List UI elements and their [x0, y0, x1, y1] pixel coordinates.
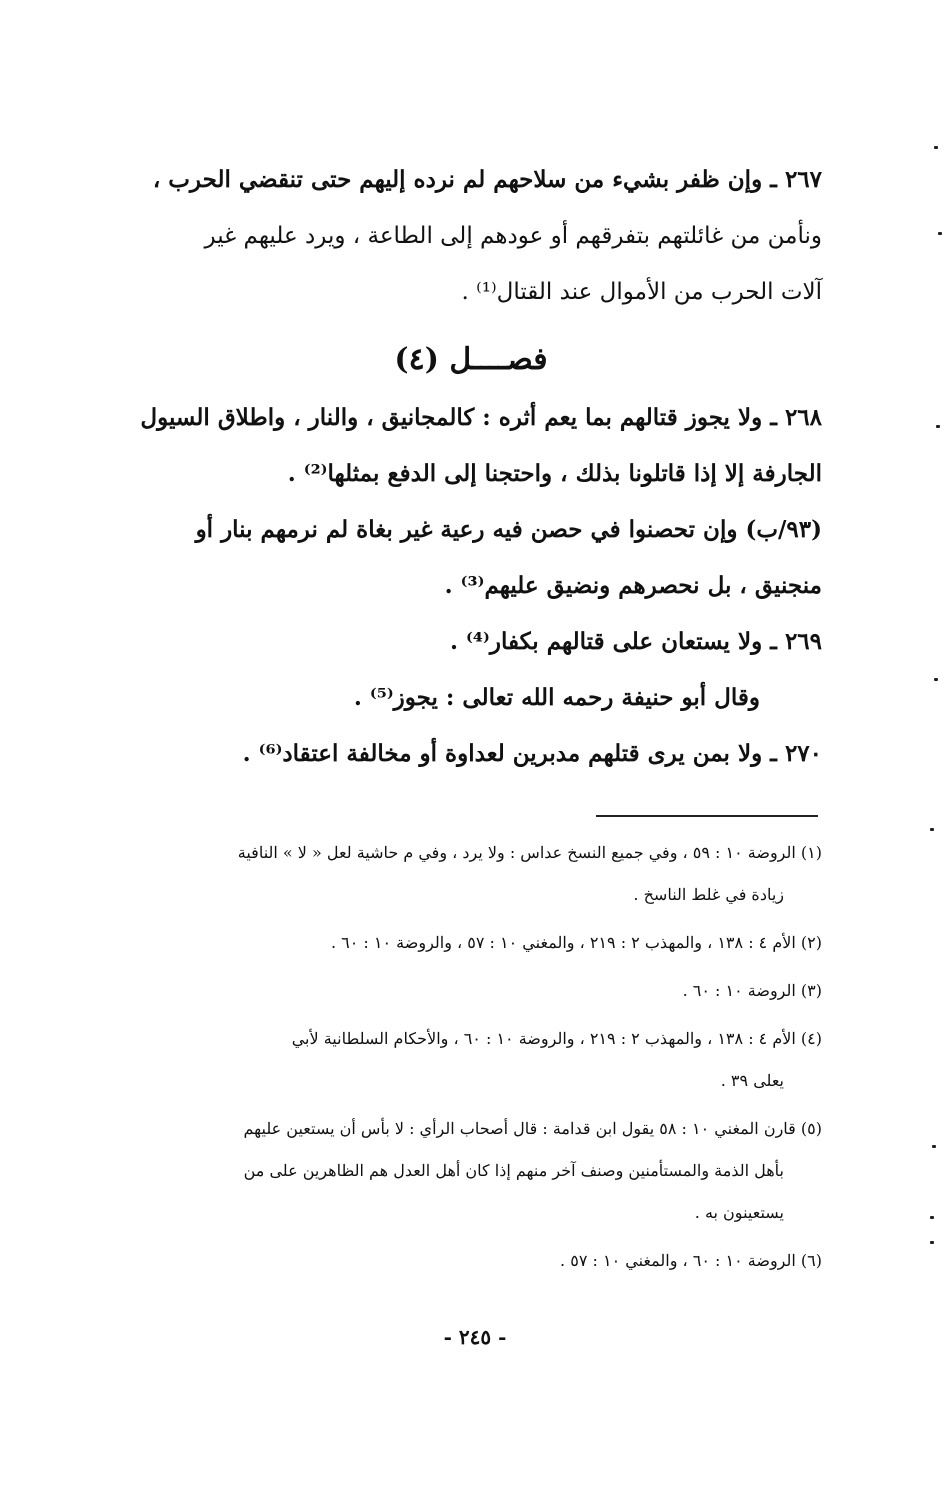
text-line: (٩٣/ب) وإن تحصنوا في حصن فيه رعية غير بغاة لم نرمهم بنار أو [195, 516, 822, 543]
text-line: ٢٦٩ ـ ولا يستعان على قتالهم بكفار⁽⁴⁾ . [450, 628, 822, 655]
footnote-line: (٥) قارن المغني ١٠ : ٥٨ يقول ابن قدامة : قال أصحاب الرأي : لا بأس أن يستعين عليهم [243, 1119, 822, 1138]
scan-speck [934, 146, 938, 149]
scan-speck [930, 1241, 934, 1244]
scan-speck [938, 232, 942, 235]
footnote-line: يستعينون به . [694, 1203, 784, 1222]
footnote-6 [120, 1240, 822, 1282]
footnote-line: (١) الروضة ١٠ : ٥٩ ، وفي جميع النسخ عداس : ولا يرد ، وفي م حاشية لعل « لا » النافية [237, 843, 822, 862]
footnotes [120, 832, 822, 1288]
paragraph-270 [120, 726, 822, 782]
footnote-line: بأهل الذمة والمستأمنين وصنف آخر منهم إذا كان أهل العدل هم الظاهرين على من [243, 1161, 784, 1180]
footnote-line: (٦) الروضة ١٠ : ٦٠ ، والمغني ١٠ : ٥٧ . [560, 1251, 822, 1270]
scan-speck [934, 678, 938, 681]
section-heading: فصــــل (٤) [394, 342, 548, 377]
footnote-4 [120, 1018, 822, 1102]
footnote-3 [120, 970, 822, 1012]
footnote-2 [120, 922, 822, 964]
text-line: ٢٦٧ ـ وإن ظفر بشيء من سلاحهم لم نرده إليهم حتى تنقضي الحرب ، [152, 166, 822, 193]
text-line: ٢٧٠ ـ ولا بمن يرى قتلهم مدبرين لعداوة أو مخالفة اعتقاد⁽⁶⁾ . [242, 740, 822, 767]
paragraph-abu-hanifa [120, 670, 822, 726]
scan-speck [930, 828, 934, 831]
footnote-line: (٢) الأم ٤ : ١٣٨ ، والمهذب ٢ : ٢١٩ ، والمغني ١٠ : ٥٧ ، والروضة ١٠ : ٦٠ . [330, 933, 822, 952]
page-number: - ٢٤٥ - [443, 1325, 507, 1349]
scan-speck [932, 1145, 936, 1148]
paragraph-269 [120, 614, 822, 670]
footnote-1 [120, 832, 822, 916]
text-line: الجارفة إلا إذا قاتلونا بذلك ، واحتجنا إلى الدفع بمثلها⁽²⁾ . [287, 460, 822, 487]
footnote-line: (٤) الأم ٤ : ١٣٨ ، والمهذب ٢ : ٢١٩ ، والروضة ١٠ : ٦٠ ، والأحكام السلطانية لأبي [291, 1029, 822, 1048]
footnote-line: يعلى ٣٩ . [720, 1071, 784, 1090]
text-line: آلات الحرب من الأموال عند القتال⁽¹⁾ . [461, 279, 822, 305]
scan-speck [936, 425, 940, 428]
footnote-line: (٣) الروضة ١٠ : ٦٠ . [682, 981, 822, 1000]
paragraph-268 [120, 390, 822, 614]
paragraph-267 [120, 152, 822, 320]
text-line: منجنيق ، بل نحصرهم ونضيق عليهم⁽³⁾ . [444, 572, 822, 599]
text-line: ونأمن من غائلتهم بتفرقهم أو عودهم إلى الطاعة ، ويرد عليهم غير [204, 223, 822, 249]
footnote-separator [596, 815, 818, 817]
scan-speck [930, 1216, 934, 1219]
main-text [120, 152, 822, 782]
text-line: ٢٦٨ ـ ولا يجوز قتالهم بما يعم أثره : كالمجانيق ، والنار ، واطلاق السيول [140, 404, 822, 431]
text-line: وقال أبو حنيفة رحمه الله تعالى : يجوز⁽⁵⁾ . [353, 684, 760, 711]
footnote-5 [120, 1108, 822, 1234]
footnote-line: زيادة في غلط الناسخ . [633, 885, 784, 904]
